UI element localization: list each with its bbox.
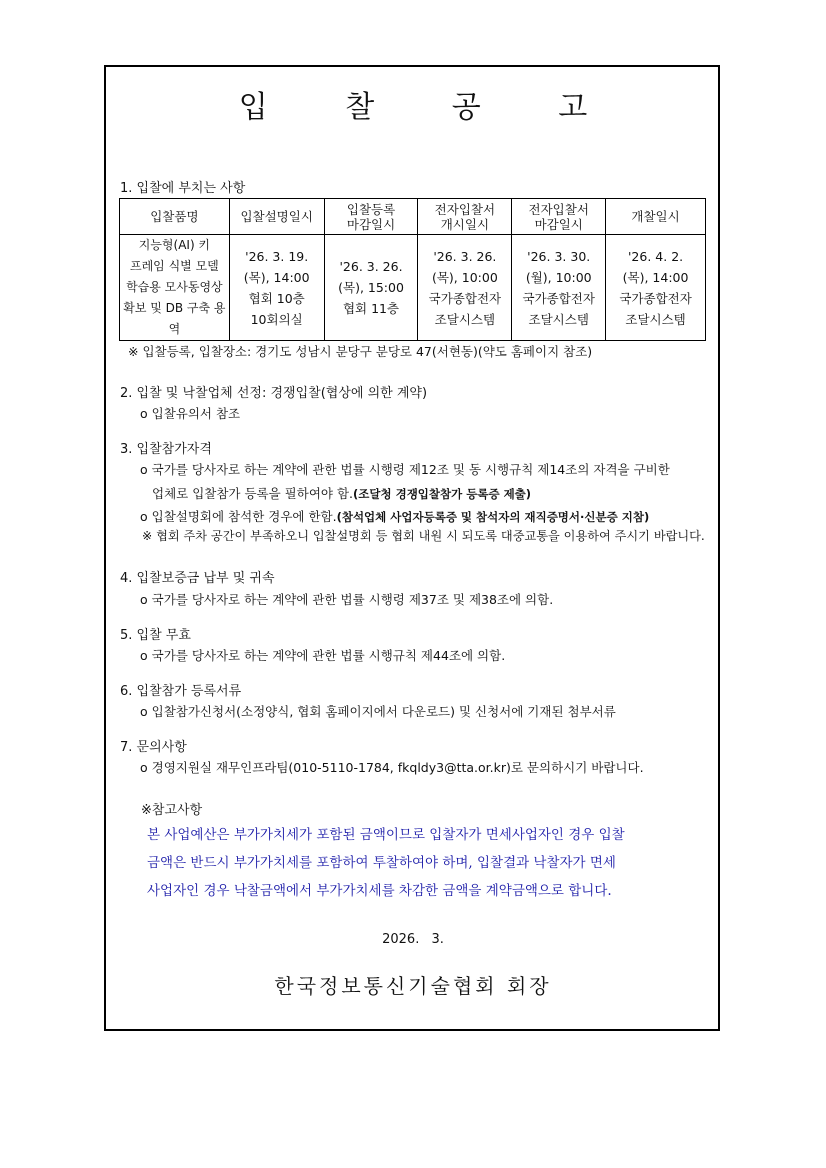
section-2-item: o 입찰유의서 참조 — [140, 406, 241, 421]
section-6-heading: 6. 입찰참가 등록서류 — [120, 684, 242, 699]
col-opening-date: 개찰일시 — [606, 199, 706, 235]
section-4-item: o 국가를 당사자로 하는 계약에 관한 법률 시행령 제37조 및 제38조에 의함. — [140, 592, 554, 607]
col-item-name: 입찰품명 — [120, 199, 230, 235]
section-3-item-1a: o 국가를 당사자로 하는 계약에 관한 법률 시행령 제12조 및 동 시행규칙 제14조의 자격을 구비한 — [140, 462, 670, 477]
section-5-item: o 국가를 당사자로 하는 계약에 관한 법률 시행규칙 제44조에 의함. — [140, 648, 506, 663]
location-note: ※ 입찰등록, 입찰장소: 경기도 성남시 분당구 분당로 47(서현동)(약도 홈페이지 참조) — [128, 344, 593, 359]
notice-date: 2026. 3. — [382, 932, 444, 947]
reference-line-3: 사업자인 경우 낙찰금액에서 부가가치세를 차감한 금액을 계약금액으로 합니다. — [147, 883, 612, 899]
section-1-heading: 1. 입찰에 부치는 사항 — [120, 181, 246, 196]
reference-line-2: 금액은 반드시 부가가치세를 포함하여 투찰하여야 하며, 입찰결과 낙찰자가 면세 — [147, 855, 616, 871]
col-ebid-close: 전자입찰서 마감일시 — [512, 199, 606, 235]
section-3-item-2: o 입찰설명회에 참석한 경우에 한함.(참석업체 사업자등록증 및 참석자의 재직증명서·신분증 지참) — [140, 509, 650, 524]
section-2-heading: 2. 입찰 및 낙찰업체 선정: 경쟁입찰(협상에 의한 계약) — [120, 386, 428, 401]
cell-opening-date: '26. 4. 2. (목), 14:00 국가종합전자 조달시스템 — [606, 235, 706, 341]
cell-ebid-close: '26. 3. 30. (월), 10:00 국가종합전자 조달시스템 — [512, 235, 606, 341]
section-3-item-1b: 업체로 입찰참가 등록을 필하여야 함.(조달청 경쟁입찰참가 등록증 제출) — [152, 486, 532, 501]
cell-item-name: 지능형(AI) 키 프레임 식별 모델 학습용 모사동영상 확보 및 DB 구축 용역 — [120, 235, 230, 341]
section-5-heading: 5. 입찰 무효 — [120, 628, 191, 643]
bid-table-header — [120, 199, 706, 235]
section-6-item: o 입찰참가신청서(소정양식, 협회 홈페이지에서 다운로드) 및 신청서에 기재된 첨부서류 — [140, 704, 616, 719]
section-7-heading: 7. 문의사항 — [120, 740, 187, 755]
section-3-parking-note: ※ 협회 주차 공간이 부족하오니 입찰설명회 등 협회 내원 시 되도록 대중교통을 이용하여 주시기 바랍니다. — [142, 529, 705, 543]
section-3-heading: 3. 입찰참가자격 — [120, 442, 212, 457]
issuer-signature: 한국정보통신기술협회 회장 — [274, 974, 552, 998]
table-row — [120, 235, 706, 341]
section-7-item: o 경영지원실 재무인프라팀(010-5110-1784, fkqldy3@tta.or.kr)로 문의하시기 바랍니다. — [140, 760, 644, 775]
bid-table — [119, 198, 706, 341]
cell-registration-deadline: '26. 3. 26. (목), 15:00 협회 11층 — [324, 235, 418, 341]
section-4-heading: 4. 입찰보증금 납부 및 귀속 — [120, 571, 275, 586]
cell-ebid-open: '26. 3. 26. (목), 10:00 국가종합전자 조달시스템 — [418, 235, 512, 341]
col-briefing-date: 입찰설명일시 — [229, 199, 324, 235]
col-ebid-open: 전자입찰서 개시일시 — [418, 199, 512, 235]
page-title: 입 찰 공 고 — [238, 90, 622, 125]
col-registration-deadline: 입찰등록 마감일시 — [324, 199, 418, 235]
reference-line-1: 본 사업예산은 부가가치세가 포함된 금액이므로 입찰자가 면세사업자인 경우 입찰 — [147, 827, 625, 843]
reference-heading: ※참고사항 — [141, 803, 203, 818]
cell-briefing-date: '26. 3. 19. (목), 14:00 협회 10층 10회의실 — [229, 235, 324, 341]
